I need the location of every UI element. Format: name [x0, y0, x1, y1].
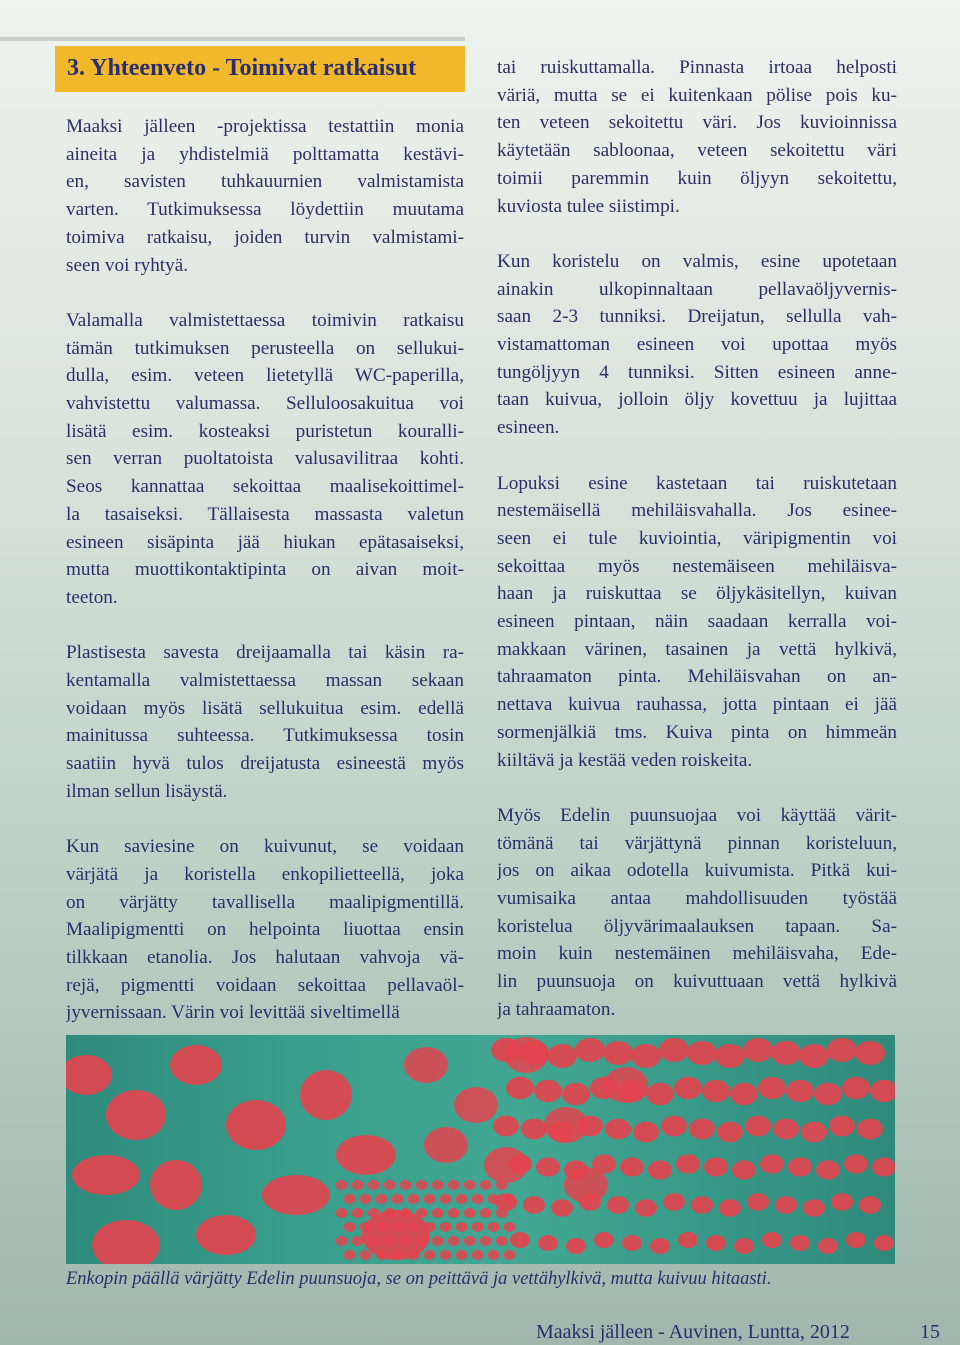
pattern-dot — [352, 1180, 364, 1190]
paragraph — [497, 802, 897, 1024]
pattern-dot — [773, 1119, 799, 1140]
pattern-dot — [456, 1194, 468, 1204]
paragraph — [66, 307, 464, 612]
pattern-dot — [803, 1199, 825, 1217]
pattern-dot — [92, 1220, 160, 1264]
pattern-dot — [620, 1157, 644, 1176]
pattern-dot — [360, 1222, 372, 1232]
pattern-dot — [646, 1083, 674, 1105]
text-line: vistamattoman esineen voi upottaa myös — [497, 334, 897, 356]
pattern-dot — [635, 1199, 657, 1217]
pattern-dot — [376, 1250, 388, 1260]
pattern-dot — [384, 1236, 396, 1246]
pattern-dot — [510, 1232, 530, 1248]
pattern-dot — [432, 1236, 444, 1246]
pattern-dot — [604, 1067, 648, 1103]
pattern-dot — [575, 1038, 605, 1062]
pattern-dot — [674, 1077, 702, 1099]
pattern-dot — [547, 1044, 577, 1068]
pattern-dot — [400, 1180, 412, 1190]
text-line: aineita ja yhdistelmiä polttamatta kestävi- — [66, 143, 464, 165]
text-line: saatiin hyvä tulos dreijatusta esineestä myös — [66, 753, 464, 775]
pattern-dot — [536, 1157, 560, 1176]
text-line: mutta muottikontaktipinta on aivan moit- — [66, 559, 464, 581]
pattern-dot — [523, 1196, 545, 1214]
pattern-dot — [336, 1208, 348, 1218]
pattern-dot — [480, 1180, 492, 1190]
pattern-dot — [717, 1122, 743, 1143]
pattern-dot — [706, 1235, 726, 1251]
pattern-dot — [352, 1208, 364, 1218]
paragraph-gap — [497, 442, 897, 470]
pattern-dot — [829, 1116, 855, 1137]
page-footer: Maaksi jälleen - Auvinen, Luntta, 2012 — [536, 1321, 850, 1343]
pattern-dot — [384, 1180, 396, 1190]
pattern-dot — [846, 1232, 866, 1248]
pattern-dot — [715, 1044, 745, 1068]
pattern-dot — [424, 1127, 468, 1163]
pattern-dot — [762, 1232, 782, 1248]
pattern-dot — [687, 1041, 717, 1065]
text-line: tahraamaton pinta. Mehiläisvahan on an- — [497, 666, 897, 688]
text-line: nestemäisellä mehiläisvahalla. Jos esinee- — [497, 500, 897, 522]
text-line: toimiva ratkaisu, joiden turvin valmistami- — [66, 226, 464, 248]
pattern-dot — [648, 1160, 672, 1179]
text-line: lin puunsuoja on kuivuttuaan vettä hylkivä — [497, 971, 897, 993]
text-line: nettava kuivua rauhassa, jotta pintaan ei jää — [497, 694, 897, 716]
pattern-dot — [424, 1250, 436, 1260]
pattern-dot — [827, 1038, 857, 1062]
pattern-dot — [504, 1222, 516, 1232]
right-text-column — [497, 54, 897, 1024]
pattern-dot — [392, 1194, 404, 1204]
paragraph-gap — [66, 612, 464, 640]
pattern-dot — [730, 1083, 758, 1105]
text-line: seen voi ryhtyä. — [66, 254, 189, 276]
pattern-dot — [747, 1193, 769, 1211]
pattern-dot — [496, 1236, 508, 1246]
text-line: dulla, esim. veteen lietetyllä WC-paperilla, — [66, 365, 464, 387]
text-line: tungöljyyn 4 tunniksi. Sitten esineen anne- — [497, 361, 897, 383]
pattern-dot — [170, 1045, 222, 1085]
text-line: sen verran puoltatoista valusavilitraa kohti. — [66, 448, 464, 470]
pattern-dot — [360, 1250, 372, 1260]
text-line: tai ruiskuttamalla. Pinnasta irtoaa helposti — [497, 57, 897, 78]
pattern-dot — [607, 1196, 629, 1214]
pattern-dot — [472, 1250, 484, 1260]
text-line: ilman sellun lisäystä. — [66, 780, 228, 802]
text-line: seen ei tule kuviointia, väripigmentin voi — [497, 527, 897, 549]
pattern-dot — [689, 1119, 715, 1140]
pattern-dot — [344, 1222, 356, 1232]
pattern-dot — [504, 1037, 548, 1073]
pattern-dot — [392, 1222, 404, 1232]
pattern-dot — [300, 1070, 352, 1120]
pattern-dot — [816, 1160, 840, 1179]
pattern-dot — [678, 1232, 698, 1248]
text-line: jos on aikaa odotella kuivumista. Pitkä kui- — [497, 860, 897, 882]
pattern-dot — [336, 1135, 396, 1175]
text-line: jyvernissaan. Värin voi levittää siveltimellä — [66, 1002, 400, 1024]
pattern-dot — [196, 1215, 256, 1255]
pattern-dot — [775, 1196, 797, 1214]
pattern-dot — [661, 1116, 687, 1137]
text-line: toimii paremmin kuin öljyyn sekoitettu, — [497, 167, 897, 189]
pattern-dot — [732, 1160, 756, 1179]
pattern-dot — [472, 1194, 484, 1204]
paragraph — [497, 54, 897, 220]
pattern-dot — [771, 1041, 801, 1065]
pattern-dot — [799, 1044, 829, 1068]
pattern-dot — [336, 1236, 348, 1246]
pattern-dot — [456, 1250, 468, 1260]
text-line: ainakin ulkopinnaltaan pellavaöljyvernis- — [497, 278, 897, 300]
pattern-dot — [659, 1038, 689, 1062]
pattern-dot — [605, 1119, 631, 1140]
pattern-dot — [857, 1119, 883, 1140]
pattern-dot — [464, 1208, 476, 1218]
text-line: Maaksi jälleen -projektissa testattiin monia — [66, 116, 464, 137]
pattern-dot — [663, 1193, 685, 1211]
pattern-dot — [493, 1116, 519, 1137]
pattern-dot — [368, 1180, 380, 1190]
pattern-dot — [408, 1250, 420, 1260]
pattern-dot — [360, 1194, 372, 1204]
pattern-dot — [480, 1236, 492, 1246]
text-line: Seos kannattaa sekoittaa maalisekoittimel- — [66, 476, 464, 498]
pattern-dot — [106, 1090, 166, 1140]
pattern-dot — [506, 1077, 534, 1099]
pattern-dot — [538, 1235, 558, 1251]
pattern-dot — [432, 1208, 444, 1218]
pattern-dot — [226, 1100, 286, 1150]
text-line: on värjätty tavallisella maalipigmentillä. — [66, 891, 464, 913]
decorated-surface-photo — [66, 1035, 895, 1264]
text-line: kentamalla valmistettaessa massan sekaan — [66, 670, 464, 692]
text-line: rejä, pigmentti voidaan sekoittaa pellavaöl- — [66, 974, 464, 996]
pattern-dot — [392, 1250, 404, 1260]
pattern-dot — [704, 1157, 728, 1176]
pattern-dot — [448, 1208, 460, 1218]
text-line: käytetään sabloonaa, veteen sekoitettu väri — [497, 140, 897, 162]
pattern-dot — [488, 1222, 500, 1232]
text-line: lisätä esim. kosteaksi puristetun kouralli- — [66, 420, 464, 442]
text-line: sormenjälkiä tms. Kuiva pinta on himmeän — [497, 721, 897, 743]
pattern-dot — [534, 1080, 562, 1102]
text-line: teeton. — [66, 586, 118, 608]
text-line: varten. Tutkimuksessa löydettiin muutama — [66, 199, 464, 221]
pattern-dot — [844, 1154, 868, 1173]
text-line: koristelua öljyvärimaalauksen tapaan. Sa- — [497, 915, 897, 937]
pattern-dot — [484, 1147, 528, 1183]
pattern-dot — [488, 1250, 500, 1260]
text-line: taan kuivua, jolloin öljy kovettuu ja lujittaa — [497, 389, 897, 411]
top-rule — [0, 37, 465, 41]
pattern-dot — [691, 1196, 713, 1214]
paragraph-gap — [66, 279, 464, 307]
pattern-dot — [416, 1236, 428, 1246]
pattern-dot — [801, 1122, 827, 1143]
left-text-column — [66, 113, 464, 1027]
pattern-dot — [790, 1235, 810, 1251]
paragraph — [66, 113, 464, 279]
pattern-dot — [344, 1250, 356, 1260]
pattern-dot — [745, 1116, 771, 1137]
pattern-dot — [376, 1194, 388, 1204]
pattern-dot — [454, 1087, 498, 1123]
section-heading: 3. Yhteenveto - Toimivat ratkaisut — [67, 55, 417, 81]
pattern-dot — [760, 1154, 784, 1173]
text-line: Plastisesta savesta dreijaamalla tai käsin ra- — [66, 642, 464, 664]
text-line: en, savisten tuhkauurnien valmistamista — [66, 171, 464, 193]
pattern-dot — [66, 1055, 112, 1095]
pattern-dot — [495, 1193, 517, 1211]
pattern-dot — [72, 1155, 140, 1195]
pattern-dot — [464, 1236, 476, 1246]
pattern-dot — [786, 1080, 814, 1102]
pattern-dot — [472, 1222, 484, 1232]
text-line: esineen sisäpinta jää hiukan epätasaiseksi, — [66, 531, 464, 553]
pattern-dot — [562, 1083, 590, 1105]
text-line: voidaan myös lisätä sellukuitua esim. edellä — [66, 697, 464, 719]
pattern-dot — [480, 1208, 492, 1218]
pattern-dot — [432, 1180, 444, 1190]
pattern-dot — [702, 1080, 730, 1102]
paragraph-gap — [66, 806, 464, 834]
paragraph — [66, 833, 464, 1027]
pattern-dot — [603, 1041, 633, 1065]
pattern-dot — [622, 1235, 642, 1251]
pattern-dot — [404, 1047, 448, 1083]
pattern-dot — [564, 1167, 608, 1203]
pattern-dot — [344, 1194, 356, 1204]
text-line: moin kuin nestemäinen mehiläisvaha, Ede- — [497, 943, 897, 965]
pattern-dot — [424, 1222, 436, 1232]
pattern-dot — [408, 1194, 420, 1204]
pattern-dot — [521, 1119, 547, 1140]
pattern-dot — [262, 1175, 330, 1215]
text-line: Valamalla valmistettaessa toimivin ratkaisu — [66, 309, 464, 331]
pattern-dot — [631, 1044, 661, 1068]
text-line: Lopuksi esine kastetaan tai ruiskutetaan — [497, 472, 897, 494]
photo-pattern — [66, 1035, 895, 1264]
pattern-dot — [734, 1238, 754, 1254]
text-line: haan ja ruiskuttaa se öljykäsitellyn, kuivan — [497, 583, 897, 605]
text-line: esineen. — [497, 417, 560, 439]
text-line: esineen pintaan, näin saadaan kerralla voi- — [497, 611, 897, 633]
pattern-dot — [872, 1157, 895, 1176]
text-line: tämän tutkimuksen perusteella on sellukui- — [66, 337, 464, 359]
pattern-dot — [150, 1160, 202, 1210]
text-line: vahvistettu valumassa. Selluloosakuitua voi — [66, 393, 464, 415]
pattern-dot — [504, 1250, 516, 1260]
text-line: värjätä ja koristella enkopilietteellä, joka — [66, 863, 464, 885]
pattern-dot — [544, 1107, 588, 1143]
text-line: ten veteen sekoitettu väri. Jos kuvioinnissa — [497, 112, 897, 134]
text-line: kiiltävä ja kestää veden roiskeita. — [497, 749, 753, 771]
pattern-dot — [464, 1180, 476, 1190]
text-line: vumisaika antaa mahdollisuuden työstää — [497, 888, 897, 910]
pattern-dot — [408, 1222, 420, 1232]
pattern-dot — [814, 1083, 842, 1105]
pattern-dot — [368, 1208, 380, 1218]
paragraph — [497, 248, 897, 442]
pattern-dot — [758, 1077, 786, 1099]
photo-caption: Enkopin päällä värjätty Edelin puunsuoja, se on peittävä ja vettähylkivä, mutta kuivuu hitaasti. — [66, 1269, 772, 1289]
pattern-dot — [368, 1236, 380, 1246]
text-line: sekoittaa myös nestemäiseen mehiläisva- — [497, 555, 897, 577]
pattern-dot — [440, 1194, 452, 1204]
text-line: Kun saviesine on kuivunut, se voidaan — [66, 836, 464, 858]
paragraph-gap — [497, 774, 897, 802]
pattern-dot — [416, 1208, 428, 1218]
pattern-dot — [855, 1041, 885, 1065]
text-line: saan 2-3 tunniksi. Dreijatun, sellulla vah- — [497, 306, 897, 328]
text-line: Myös Edelin puunsuojaa voi käyttää värit- — [497, 804, 897, 826]
pattern-dot — [743, 1038, 773, 1062]
text-line: tilkkaan etanolia. Jos halutaan vahvoja vä- — [66, 947, 464, 969]
page-number: 15 — [920, 1321, 940, 1343]
pattern-dot — [448, 1180, 460, 1190]
text-line: kuviosta tulee siistimpi. — [497, 195, 680, 217]
pattern-dot — [719, 1199, 741, 1217]
text-line: Maalipigmentti on helpointa liuottaa ensin — [66, 919, 464, 941]
pattern-dot — [676, 1154, 700, 1173]
pattern-dot — [788, 1157, 812, 1176]
pattern-dot — [336, 1180, 348, 1190]
pattern-dot — [440, 1222, 452, 1232]
pattern-dot — [400, 1208, 412, 1218]
pattern-dot — [831, 1193, 853, 1211]
pattern-dot — [352, 1236, 364, 1246]
text-line: makkaan värinen, tasainen ja vettä hylkivä, — [497, 638, 897, 660]
paragraph-gap — [497, 220, 897, 248]
text-line: la tasaiseksi. Tällaisesta massasta valetun — [66, 503, 464, 525]
pattern-dot — [650, 1238, 670, 1254]
paragraph — [66, 639, 464, 805]
pattern-dot — [400, 1236, 412, 1246]
text-line: väriä, mutta se ei kuitenkaan pölise pois ku- — [497, 84, 897, 106]
pattern-dot — [566, 1238, 586, 1254]
paragraph — [497, 470, 897, 775]
text-line: mainitussa suhteessa. Tutkimuksessa tosin — [66, 725, 464, 747]
text-line: ja tahraamaton. — [497, 998, 616, 1020]
pattern-dot — [633, 1122, 659, 1143]
pattern-dot — [818, 1238, 838, 1254]
pattern-dot — [456, 1222, 468, 1232]
pattern-dot — [551, 1199, 573, 1217]
pattern-dot — [859, 1196, 881, 1214]
pattern-dot — [870, 1080, 895, 1102]
text-line: Kun koristelu on valmis, esine upotetaan — [497, 250, 897, 272]
pattern-dot — [384, 1208, 396, 1218]
pattern-dot — [448, 1236, 460, 1246]
pattern-dot — [874, 1235, 894, 1251]
pattern-dot — [376, 1222, 388, 1232]
pattern-dot — [842, 1077, 870, 1099]
pattern-dot — [416, 1180, 428, 1190]
text-line: tömänä tai värjättynä pinnan koristeluun, — [497, 832, 897, 854]
pattern-dot — [440, 1250, 452, 1260]
pattern-dot — [594, 1232, 614, 1248]
pattern-dot — [424, 1194, 436, 1204]
